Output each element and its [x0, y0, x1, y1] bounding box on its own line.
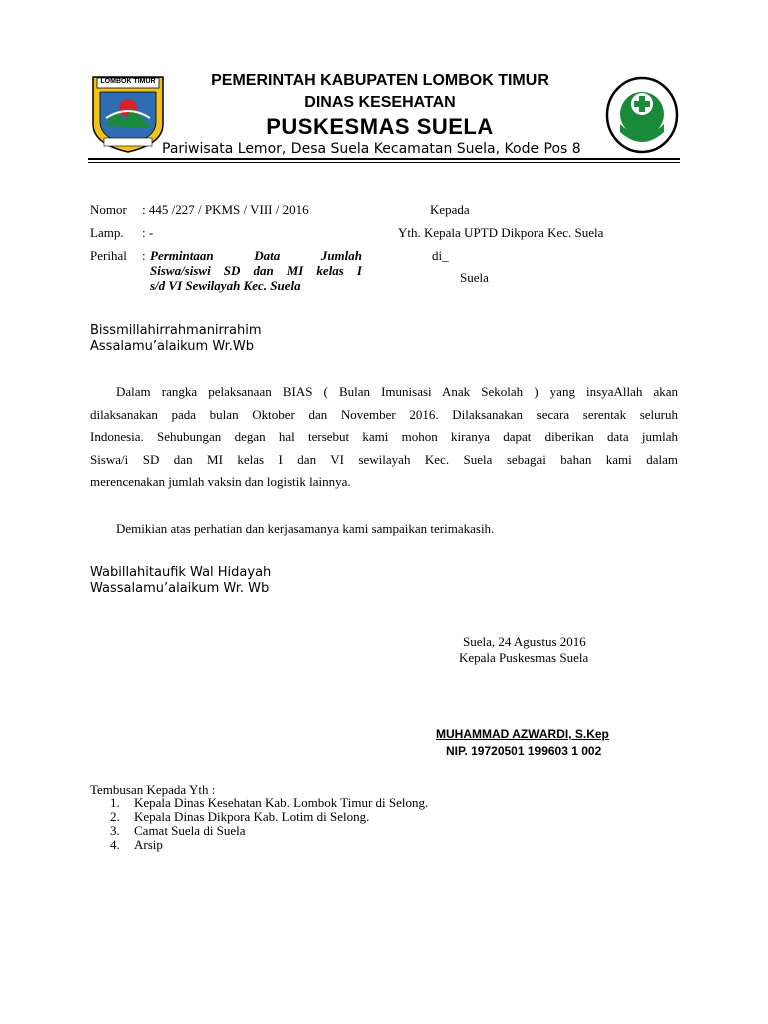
body-line: merencenakan jumlah vaksin dan logistik lainnya.: [90, 474, 351, 489]
perihal-line: Permintaan Data Jumlah: [150, 248, 362, 263]
body-paragraph-1: [90, 381, 678, 494]
nomor-value: : 445 /227 / PKMS / VIII / 2016: [142, 202, 309, 217]
recipient-di: di_: [432, 248, 449, 263]
body-line: Dalam rangka pelaksanaan BIAS ( Bulan Imunisasi Anak Sekolah ) yang insyaAllah akan: [116, 384, 678, 399]
body-line: dilaksanakan pada bulan Oktober dan November 2016. Dilaksanakan secara serentak seluruh: [90, 406, 678, 422]
letterhead-government: PEMERINTAH KABUPATEN LOMBOK TIMUR: [211, 72, 549, 89]
signature-title: Kepala Puskesmas Suela: [459, 650, 589, 665]
lamp-value: : -: [142, 225, 154, 240]
perihal-line: s/d VI Sewilayah Kec. Suela: [150, 278, 301, 293]
cc-item-text: Camat Suela di Suela: [134, 823, 246, 838]
body-line: Indonesia. Sehubungan degan hal tersebut kami mohon kiranya dapat diberikan data jumlah: [90, 429, 678, 444]
cc-list: [90, 796, 428, 852]
cc-item-text: Kepala Dinas Dikpora Kab. Lotim di Selong.: [134, 809, 370, 824]
signature-place-date: Suela, 24 Agustus 2016: [463, 634, 586, 649]
signature-nip: NIP. 19720501 199603 1 002: [446, 744, 602, 758]
left-logo-label: LOMBOK TIMUR: [100, 78, 156, 85]
lamp-label: Lamp.: [90, 225, 124, 240]
signature-name: MUHAMMAD AZWARDI, S.Kep: [436, 727, 609, 741]
letterhead-department: DINAS KESEHATAN: [304, 94, 456, 111]
nomor-label: Nomor: [90, 202, 127, 217]
cc-item: 4. Arsip: [110, 837, 163, 852]
recipient-yth: Yth. Kepala UPTD Dikpora Kec. Suela: [398, 225, 604, 240]
greeting-basmalah: Bissmillahirrahmanirrahim: [90, 323, 262, 338]
lombok-timur-crest-logo: [90, 74, 166, 154]
body-line: Siswa/i SD dan MI kelas I dan VI sewilayah Kec. Suela sebagai bahan kami dalam: [90, 451, 678, 467]
perihal-colon: :: [142, 248, 146, 263]
closing-hidayah: Wabillahitaufik Wal Hidayah: [90, 565, 272, 580]
letterhead-divider: [88, 158, 680, 160]
body-paragraph-2: Demikian atas perhatian dan kerjasamanya kami sampaikan terimakasih.: [116, 521, 495, 536]
perihal-subject: [150, 248, 362, 293]
cc-heading: Tembusan Kepada Yth :: [90, 782, 216, 797]
cc-item-text: Arsip: [134, 837, 163, 852]
recipient-place: Suela: [460, 270, 489, 285]
bakti-husada-logo: [604, 76, 680, 154]
recipient-kepada: Kepada: [430, 202, 470, 217]
cc-item: 1. Kepala Dinas Kesehatan Kab. Lombok Timur di Selong.: [110, 795, 429, 810]
closing-salam: Wassalamu’alaikum Wr. Wb: [90, 581, 270, 596]
cc-item-text: Kepala Dinas Kesehatan Kab. Lombok Timur di Selong.: [134, 795, 429, 810]
greeting-salam: Assalamu’alaikum Wr.Wb: [90, 339, 254, 354]
perihal-line: Siswa/siswi SD dan MI kelas I: [150, 263, 362, 278]
cc-item: 2. Kepala Dinas Dikpora Kab. Lotim di Selong.: [110, 809, 370, 824]
cc-item: 3. Camat Suela di Suela: [110, 823, 246, 838]
letterhead-address: Pariwisata Lemor, Desa Suela Kecamatan Suela, Kode Pos 8: [162, 141, 581, 157]
perihal-label: Perihal: [90, 248, 127, 263]
letterhead-institution: PUSKESMAS SUELA: [266, 114, 494, 139]
letterhead-divider-thin: [88, 162, 680, 163]
